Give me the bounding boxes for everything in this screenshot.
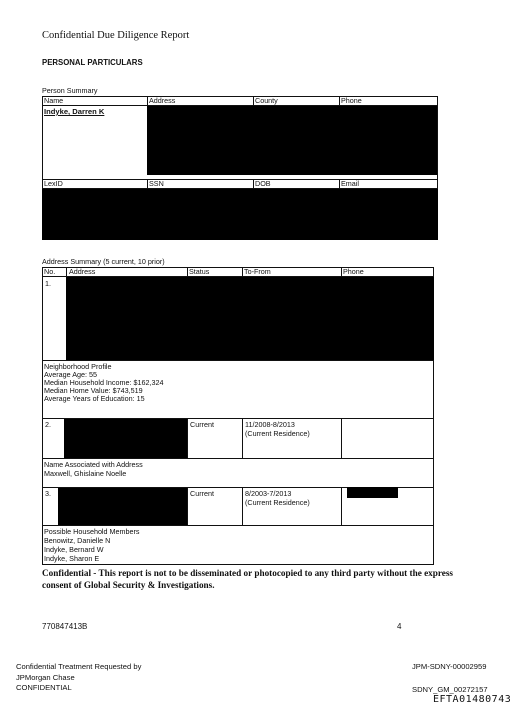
col-header-lexid: LexID — [44, 179, 63, 188]
footer-bates-top: JPM-SDNY-00002959 — [412, 662, 487, 671]
document-code: 770847413B — [42, 622, 88, 631]
footer-line: JPMorgan Chase — [16, 672, 75, 682]
col-header-address: Address — [69, 267, 96, 276]
col-header-no: No. — [44, 267, 56, 276]
row-2-status: Current — [190, 420, 214, 429]
col-header-ssn: SSN — [149, 179, 164, 188]
redacted-block — [66, 277, 434, 361]
name-assoc-value: Maxwell, Ghislaine Noelle — [44, 469, 127, 478]
neighborhood-title: Neighborhood Profile — [44, 362, 112, 371]
redacted-block — [42, 189, 438, 240]
col-header-county: County — [255, 96, 278, 105]
footer-left — [16, 662, 141, 694]
footer-line: CONFIDENTIAL — [16, 683, 72, 692]
confidential-notice: Confidential - This report is not to be disseminated or photocopied to any third party without the express consent of Global Security & Investigations. — [42, 568, 453, 590]
household-member: Indyke, Sharon E — [44, 554, 100, 563]
footer-bates-bottom: SDNY_GM_00272157 — [412, 685, 488, 694]
row-3-note: (Current Residence) — [245, 498, 310, 507]
household-title: Possible Household Members — [44, 527, 140, 536]
page-number: 4 — [397, 622, 402, 631]
col-header-email: Email — [341, 179, 359, 188]
person-summary-label: Person Summary — [42, 86, 98, 95]
row-2-number: 2. — [45, 420, 51, 429]
redacted-block — [58, 488, 187, 525]
col-header-dob: DOB — [255, 179, 271, 188]
redacted-block — [147, 106, 437, 175]
neighborhood-line: Average Age: 55 — [44, 370, 98, 379]
row-2-note: (Current Residence) — [245, 429, 310, 438]
row-3-dates: 8/2003-7/2013 — [245, 489, 292, 498]
neighborhood-line: Median Household Income: $162,324 — [44, 378, 164, 387]
household-member: Indyke, Bernard W — [44, 545, 104, 554]
col-header-to-from: To-From — [244, 267, 271, 276]
neighborhood-line: Average Years of Education: 15 — [44, 394, 145, 403]
redacted-block — [64, 419, 187, 458]
footer-line: Confidential Treatment Requested by — [16, 662, 142, 671]
row-1-number: 1. — [45, 279, 51, 288]
col-header-phone: Phone — [341, 96, 362, 105]
section-title: PERSONAL PARTICULARS — [42, 58, 143, 67]
col-header-phone: Phone — [343, 267, 364, 276]
row-2-dates: 11/2008-8/2013 — [245, 420, 295, 429]
name-assoc-title: Name Associated with Address — [44, 460, 143, 469]
col-header-name: Name — [44, 96, 64, 105]
col-header-address: Address — [149, 96, 176, 105]
address-summary-label: Address Summary (5 current, 10 prior) — [42, 257, 165, 266]
efta-number: EFTA01480743 — [433, 694, 512, 705]
report-title: Confidential Due Diligence Report — [42, 30, 190, 41]
redacted-block — [347, 487, 398, 498]
person-name: Indyke, Darren K — [44, 107, 105, 116]
col-header-status: Status — [189, 267, 210, 276]
row-3-status: Current — [190, 489, 214, 498]
neighborhood-line: Median Home Value: $743,519 — [44, 386, 143, 395]
row-3-number: 3. — [45, 489, 51, 498]
household-member: Benowitz, Danielle N — [44, 536, 111, 545]
